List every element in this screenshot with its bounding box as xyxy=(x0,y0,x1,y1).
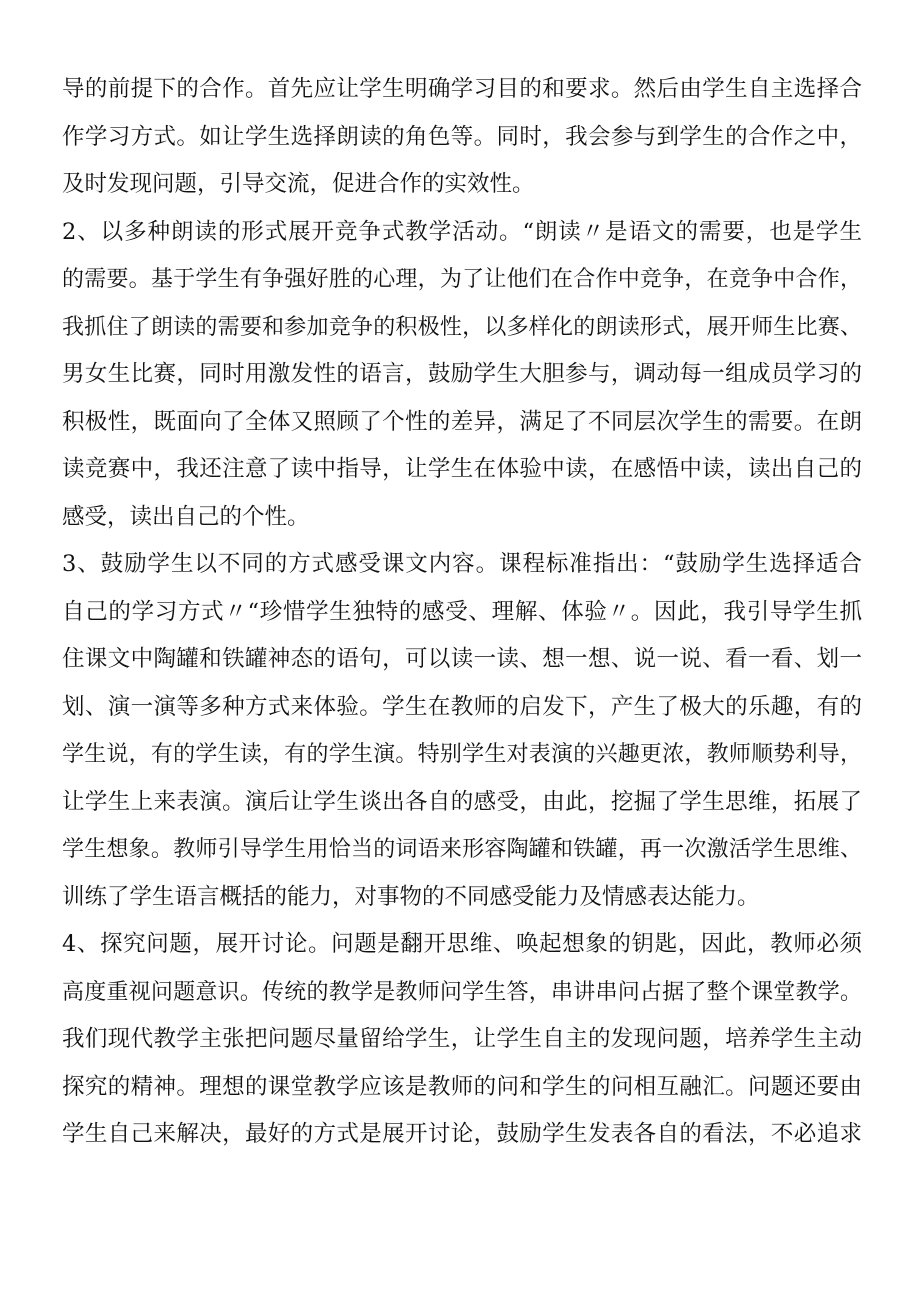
text-line: 我们现代教学主张把问题尽量留给学生，让学生自主的发现问题，培养学生主动 xyxy=(62,1026,862,1052)
text-line: 学生说，有的学生读，有的学生演。特别学生对表演的兴趣更浓，教师顺势利导， xyxy=(62,742,862,767)
text-line: 2、以多种朗读的形式展开竞争式教学活动。“朗读〃是语文的需要，也是学生 xyxy=(62,218,862,245)
text-line: 积极性，既面向了全体又照顾了个性的差异，满足了不同层次学生的需要。在朗 xyxy=(62,408,862,435)
text-line: 4、探究问题，展开讨论。问题是翻开思维、唤起想象的钥匙，因此，教师必须 xyxy=(62,931,862,957)
text-line: 探究的精神。理想的课堂教学应该是教师的问和学生的问相互融汇。问题还要由 xyxy=(62,1073,862,1100)
text-line: 3、鼓励学生以不同的方式感受课文内容。课程标准指出：“鼓励学生选择适合 xyxy=(62,551,862,577)
text-line: 训练了学生语言概括的能力，对事物的不同感受能力及情感表达能力。 xyxy=(62,883,760,910)
text-line: 导的前提下的合作。首先应让学生明确学习目的和要求。然后由学生自主选择合 xyxy=(62,76,862,102)
text-line: 的需要。基于学生有争强好胜的心理，为了让他们在合作中竞争，在竞争中合作， xyxy=(62,267,862,292)
document-body xyxy=(62,66,862,1159)
text-line: 高度重视问题意识。传统的教学是教师问学生答，串讲串问占据了整个课堂教学。 xyxy=(62,979,862,1005)
text-line: 男女生比赛，同时用激发性的语言，鼓励学生大胆参与，调动每一组成员学习的 xyxy=(62,361,862,387)
text-line: 我抓住了朗读的需要和参加竞争的积极性，以多样化的朗读形式，展开师生比赛、 xyxy=(62,314,862,340)
text-line: 读竞赛中，我还注意了读中指导，让学生在体验中读，在感悟中读，读出自己的 xyxy=(62,456,862,482)
text-line: 学生想象。教师引导学生用恰当的词语来形容陶罐和铁罐，再一次激活学生思维、 xyxy=(62,837,862,862)
text-line: 作学习方式。如让学生选择朗读的角色等。同时，我会参与到学生的合作之中， xyxy=(62,123,862,150)
text-line: 及时发现问题，引导交流，促进合作的实效性。 xyxy=(62,171,535,197)
text-line: 学生自己来解决，最好的方式是展开讨论，鼓励学生发表各自的看法，不必追求 xyxy=(62,1121,862,1147)
text-line: 住课文中陶罐和铁罐神态的语句，可以读一读、想一想、说一说、看一看、划一 xyxy=(62,646,862,672)
text-line: 让学生上来表演。演后让学生谈出各自的感受，由此，挖掘了学生思维，拓展了 xyxy=(62,788,862,815)
text-line: 划、演一演等多种方式来体验。学生在教师的启发下，产生了极大的乐趣，有的 xyxy=(62,693,862,720)
text-line: 感受，读出自己的个性。 xyxy=(62,503,310,530)
text-line: 自己的学习方式〃“珍惜学生独特的感受、理解、体验〃。因此，我引导学生抓 xyxy=(62,598,862,625)
